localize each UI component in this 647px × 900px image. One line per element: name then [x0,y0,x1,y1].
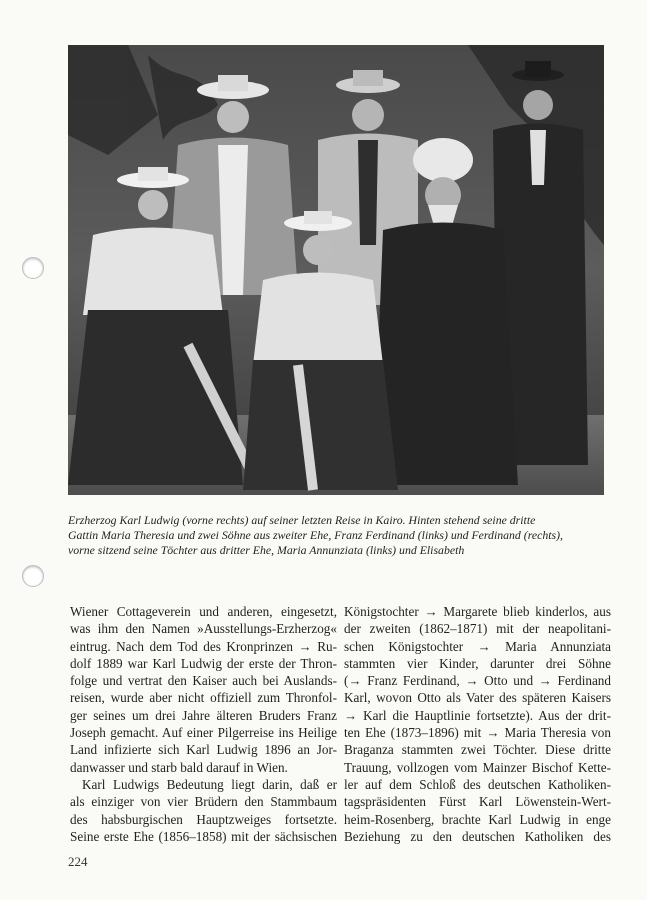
text-line: Beziehung zu den deutschen Katholiken des [344,828,611,844]
right-text-column [344,603,611,845]
text-line: der zweiten (1862–1871) mit der neapolitani- [344,621,611,637]
text-line: reisen, wurde aber nicht offiziell zum Thronfol- [70,690,337,706]
binder-hole-bottom [22,565,44,587]
caption-line: vorne sitzend seine Töchter aus dritter Ehe, Maria Annunziata (links) und Elisabeth [68,543,465,558]
photo-caption [68,513,608,559]
text-line: folge und vertrat den Kaiser auch bei Auslands- [70,673,337,689]
left-text-column [70,603,337,845]
page-number: 224 [68,854,88,869]
text-line: ten Ehe (1873–1896) mit → Maria Theresia von [344,725,611,741]
text-line: Wiener Cottageverein und anderen, eingesetzt, [70,604,337,619]
text-line: tagspräsidenten Fürst Karl Löwenstein-Wert- [344,794,611,810]
text-line: Joseph gemacht. Auf einer Pilgerreise ins Heilige [70,725,337,741]
text-line: ler auf dem Schloß des deutschen Katholiken- [344,776,611,792]
text-line: → Karl die Hauptlinie fortsetzte). Aus der drit- [344,707,611,723]
text-line: als einziger von vier Brüdern den Stammbaum [70,794,337,810]
text-line: Land infizierte sich Karl Ludwig 1896 an Jor- [70,742,337,758]
text-line: des habsburgischen Hauptzweiges fortsetzte. [70,811,337,827]
text-line: heim-Rosenberg, brachte Karl Ludwig in enge [344,811,611,827]
text-line: ger seines um drei Jahre älteren Bruders Franz [70,707,337,723]
text-line: Karl Ludwigs Bedeutung liegt darin, daß er [82,776,337,792]
text-line: Trauung, vollzogen vom Mainzer Bischof Kette- [344,759,611,775]
text-line: Seine erste Ehe (1856–1858) mit der sächsischen [70,828,337,844]
text-line: danwasser und starb bald darauf in Wien. [70,759,288,775]
text-line: eintrug. Nach dem Tod des Kronprinzen → Ru- [70,638,337,654]
text-line: Braganza stammten zwei Töchter. Diese dritte [344,742,611,758]
text-line: Königstochter → Margarete blieb kinderlos, aus [344,604,611,619]
text-line: Karl, wovon Otto als Vater des späteren Kaisers [344,690,611,706]
group-photograph [68,45,604,495]
caption-line: Erzherzog Karl Ludwig (vorne rechts) auf seiner letzten Reise in Kairo. Hinten stehend seine dritte [68,513,536,527]
text-line: was ihm den Namen »Ausstellungs-Erzherzog« [70,621,337,637]
text-line: schen Königstochter → Maria Annunziata [344,638,611,654]
text-line: stammten vier Kinder, darunter drei Söhne [344,655,611,671]
binder-hole-top [22,257,44,279]
text-line: dolf 1889 war Karl Ludwig der erste der Thron- [70,655,337,671]
caption-line: Gattin Maria Theresia und zwei Söhne aus zweiter Ehe, Franz Ferdinand (links) und Ferdinand (rechts), [68,528,563,543]
text-line: (→ Franz Ferdinand, → Otto und → Ferdinand [344,673,611,689]
